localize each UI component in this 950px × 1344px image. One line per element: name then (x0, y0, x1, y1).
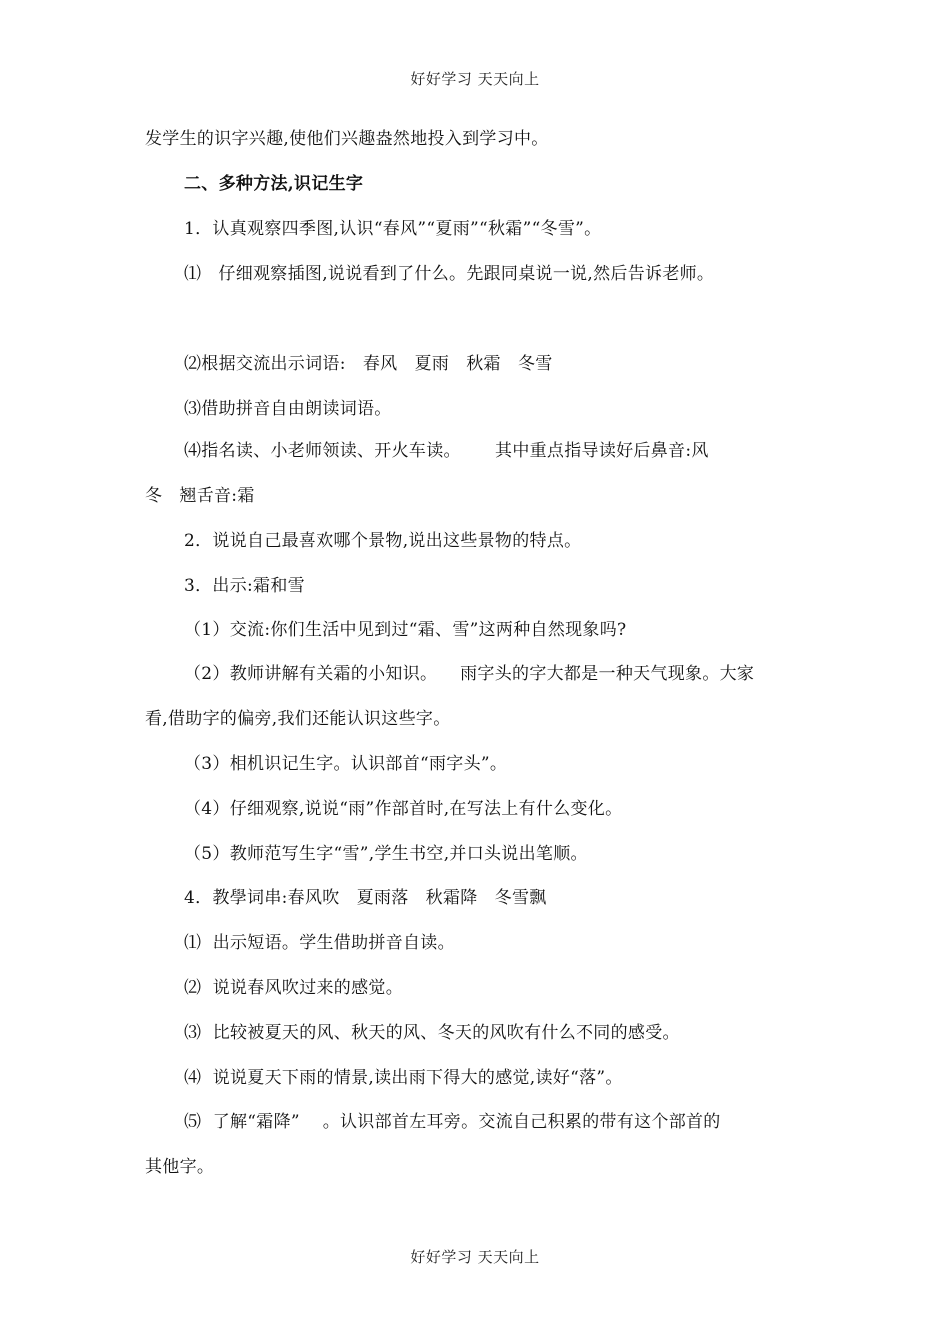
paragraph-line: （5）教师范写生字“雪”,学生书空,并口头说出笔顺。 (184, 844, 588, 864)
paragraph-line: 4．教學词串:春风吹 夏雨落 秋霜降 冬雪飘 (184, 888, 547, 908)
paragraph-line: ⑶借助拼音自由朗读词语。 (184, 399, 392, 419)
paragraph-line: （4）仔细观察,说说“雨”作部首时,在写法上有什么变化。 (184, 799, 623, 819)
paragraph-line: 冬 翘舌音:霜 (145, 486, 255, 506)
paragraph-line: 1．认真观察四季图,认识“春风”“夏雨”“秋霜”“冬雪”。 (184, 219, 602, 239)
paragraph-line: 3．出示:霜和雪 (184, 576, 305, 596)
paragraph-line: ⑷ 说说夏天下雨的情景,读出雨下得大的感觉,读好“落”。 (184, 1068, 623, 1088)
paragraph-line: （3）相机识记生字。认识部首“雨字头”。 (184, 754, 508, 774)
paragraph-line: ⑸ 了解“霜降” 。认识部首左耳旁。交流自己积累的带有这个部首的 (184, 1112, 721, 1132)
paragraph-line: ⑵根据交流出示词语: 春风 夏雨 秋霜 冬雪 (184, 354, 553, 374)
section-heading: 二、多种方法,识记生字 (184, 174, 364, 194)
page-header: 好好学习 天天向上 (410, 70, 540, 88)
paragraph-line: 其他字。 (145, 1157, 215, 1177)
paragraph-line: 看,借助字的偏旁,我们还能认识这些字。 (145, 709, 451, 729)
paragraph-line: ⑴ 仔细观察插图,说说看到了什么。先跟同桌说一说,然后告诉老师。 (184, 264, 715, 284)
paragraph-line: ⑵ 说说春风吹过来的感觉。 (184, 978, 404, 998)
paragraph-line: ⑶ 比较被夏天的风、秋天的风、冬天的风吹有什么不同的感受。 (184, 1023, 680, 1043)
paragraph-line: 发学生的识字兴趣,使他们兴趣盎然地投入到学习中。 (145, 129, 549, 149)
paragraph-line: （1）交流:你们生活中见到过“霜、雪”这两种自然现象吗? (184, 620, 627, 640)
page-footer: 好好学习 天天向上 (410, 1248, 540, 1266)
paragraph-line: （2）教师讲解有关霜的小知识。 雨字头的字大都是一种天气现象。大家 (184, 664, 755, 684)
paragraph-line: ⑷指名读、小老师领读、开火车读。 其中重点指导读好后鼻音:风 (184, 441, 709, 461)
paragraph-line: ⑴ 出示短语。学生借助拼音自读。 (184, 933, 455, 953)
paragraph-line: 2．说说自己最喜欢哪个景物,说出这些景物的特点。 (184, 531, 582, 551)
